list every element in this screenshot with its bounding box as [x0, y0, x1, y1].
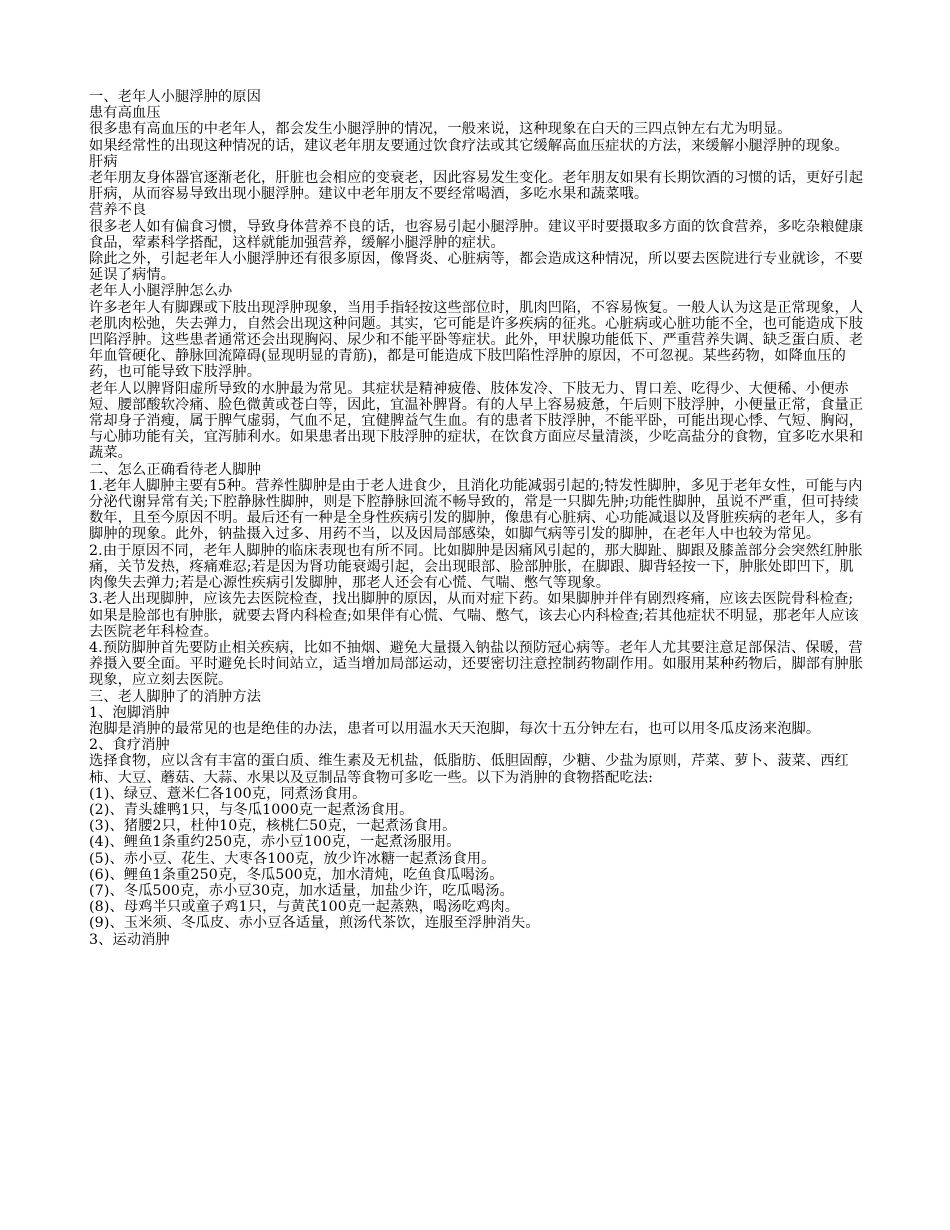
recipe-item: (8)、母鸡半只或童子鸡1只，与黄芪100克一起蒸熟，喝汤吃鸡肉。	[89, 899, 520, 916]
subheading-diet-therapy: 2、食疗消肿	[89, 737, 170, 754]
section-heading-foot-swelling: 二、怎么正确看待老人脚肿	[89, 461, 262, 478]
recipe-item: (1)、绿豆、薏米仁各100克，同煮汤食用。	[89, 785, 367, 802]
recipe-item: (4)、鲤鱼1条重约250克，赤小豆100克，一起煮汤服用。	[89, 834, 461, 851]
paragraph: 很多患有高血压的中老年人，都会发生小腿浮肿的情况，一般来说，这种现象在白天的三四点钟左右尤为明显。	[89, 121, 792, 138]
paragraph: 除此之外，引起老年人小腿浮肿还有很多原因，像肾炎、心脏病等，都会造成这种情况，所以要去医院进行专业就诊，不要延误了病情。	[89, 251, 864, 284]
recipe-item: (9)、玉米须、冬瓜皮、赤小豆各适量，煎汤代茶饮，连服至浮肿消失。	[89, 915, 540, 932]
subheading-hypertension: 患有高血压	[89, 105, 161, 122]
subheading-malnutrition: 营养不良	[89, 202, 147, 219]
section-heading-remedies: 三、老人脚肿了的消肿方法	[89, 688, 262, 705]
paragraph: 许多老年人有脚踝或下肢出现浮肿现象，当用手指轻按这些部位时，肌肉凹陷，不容易恢复。一般人认为这是正常现象，人老肌肉松弛，失去弹力，自然会出现这种问题。其实，它可能是许多疾病的征兆。心脏病或心脏功能不全，也可能造成下肢凹陷浮肿。这些患者通常还会出现胸闷、尿少和不能平卧等症状。此外，甲状腺功能低下、严重营养失调、缺乏蛋白质、老年血管硬化、静脉回流障碍(显现明显的青筋)，都是可能造成下肢凹陷性浮肿的原因，不可忽视。某些药物，如降血压的药，也可能导致下肢浮肿。	[89, 299, 864, 381]
list-paragraph: 2.由于原因不同，老年人脚肿的临床表现也有所不同。比如脚肿是因痛风引起的，那大脚趾、脚跟及膝盖部分会突然红肿胀痛，关节发热，疼痛难忍;若是因为肾功能衰竭引起，会出现眼部、脸部肿胀，在脚跟、脚背轻按一下，肿胀处即凹下，肌肉像失去弹力;若是心源性疾病引发脚肿，那老人还会有心慌、气喘、憋气等现象。	[89, 542, 863, 592]
recipe-item: (3)、猪腰2只，杜仲10克，核桃仁50克，一起煮汤食用。	[89, 818, 457, 835]
list-paragraph: 4.预防脚肿首先要防止相关疾病，比如不抽烟、避免大量摄入钠盐以预防冠心病等。老年人尤其要注意足部保洁、保暖，营养摄入要全面。平时避免长时间站立，适当增加局部运动，还要密切注意控制药物副作用。如服用某种药物后，脚部有肿胀现象，应立刻去医院。	[89, 639, 864, 689]
subheading-foot-soak: 1、泡脚消肿	[89, 704, 170, 721]
recipe-item: (2)、青头雄鸭1只，与冬瓜1000克一起煮汤食用。	[89, 801, 414, 818]
subheading-exercise: 3、运动消肿	[89, 931, 170, 948]
list-paragraph: 3.老人出现脚肿，应该先去医院检查，找出脚肿的原因，从而对症下药。如果脚肿并伴有剧烈疼痛，应该去医院骨科检查;如果是脸部也有肿胀，就要去肾内科检查;如果伴有心慌、气喘、憋气，该去心内科检查;若其他症状不明显，那老年人应该去医院老年科检查。	[89, 591, 859, 640]
paragraph: 很多老人如有偏食习惯，导致身体营养不良的话，也容易引起小腿浮肿。建议平时要摄取多方面的饮食营养，多吃杂粮健康食品，荤素科学搭配，这样就能加强营养，缓解小腿浮肿的症状。	[89, 218, 864, 251]
subheading-what-to-do: 老年人小腿浮肿怎么办	[89, 283, 233, 300]
paragraph: 泡脚是消肿的最常见的也是绝佳的办法，患者可以用温水天天泡脚，每次十五分钟左右，也可以用冬瓜皮汤来泡脚。	[89, 720, 821, 737]
paragraph: 老年朋友身体器官逐渐老化，肝脏也会相应的变衰老，因此容易发生变化。老年朋友如果有长期饮酒的习惯的话，更好引起肝病，从而容易导致出现小腿浮肿。建议中老年朋友不要经常喝酒，多吃水果和蔬菜哦。	[89, 170, 864, 203]
document-page	[89, 89, 867, 948]
paragraph: 如果经常性的出现这种情况的话，建议老年朋友要通过饮食疗法或其它缓解高血压症状的方法，来缓解小腿浮肿的现象。	[89, 137, 849, 154]
paragraph: 老年人以脾肾阳虚所导致的水肿最为常见。其症状是精神疲倦、肢体发冷、下肢无力、胃口差、吃得少、大便稀、小便赤短、腰部酸软冷痛、脸色微黄或苍白等，因此，宜温补脾肾。有的人早上容易疲惫，午后则下肢浮肿，小便量正常，食量正常却身子消瘦，属于脾气虚弱，气血不足，宜健脾益气生血。有的患者下肢浮肿，不能平卧，可能出现心悸、气短、胸闷，与心肺功能有关，宜泻肺利水。如果患者出现下肢浮肿的症状，在饮食方面应尽量清淡，少吃高盐分的食物，宜多吃水果和蔬菜。	[89, 380, 864, 462]
section-heading-causes: 一、老年人小腿浮肿的原因	[89, 89, 262, 105]
recipe-item: (5)、赤小豆、花生、大枣各100克，放少许冰糖一起煮汤食用。	[89, 850, 496, 867]
subheading-liver-disease: 肝病	[89, 153, 118, 170]
recipe-item: (7)、冬瓜500克，赤小豆30克，加水适量，加盐少许，吃瓜喝汤。	[89, 882, 514, 899]
list-paragraph: 1.老年人脚肿主要有5种。营养性脚肿是由于老人进食少，且消化功能减弱引起的;特发性脚肿，多见于老年女性，可能与内分泌代谢异常有关;下腔静脉性脚肿，则是下腔静脉回流不畅导致的，常是一只脚先肿;功能性脚肿，虽说不严重，但可持续数年，且至今原因不明。最后还有一种是全身性疾病引发的脚肿，像患有心脏病、心功能减退以及肾脏疾病的老年人，多有脚肿的现象。此外，钠盐摄入过多、用药不当，以及因局部感染，如脚气病等引发的脚肿，在老年人中也较为常见。	[89, 477, 864, 543]
paragraph: 选择食物，应以含有丰富的蛋白质、维生素及无机盐，低脂肪、低胆固醇，少糖、少盐为原则，芹菜、萝卜、菠菜、西红柿、大豆、蘑菇、大蒜、水果以及豆制品等食物可多吃一些。以下为消肿的食物搭配吃法:	[89, 753, 849, 786]
recipe-item: (6)、鲤鱼1条重250克，冬瓜500克，加水清炖，吃鱼食瓜喝汤。	[89, 866, 504, 883]
